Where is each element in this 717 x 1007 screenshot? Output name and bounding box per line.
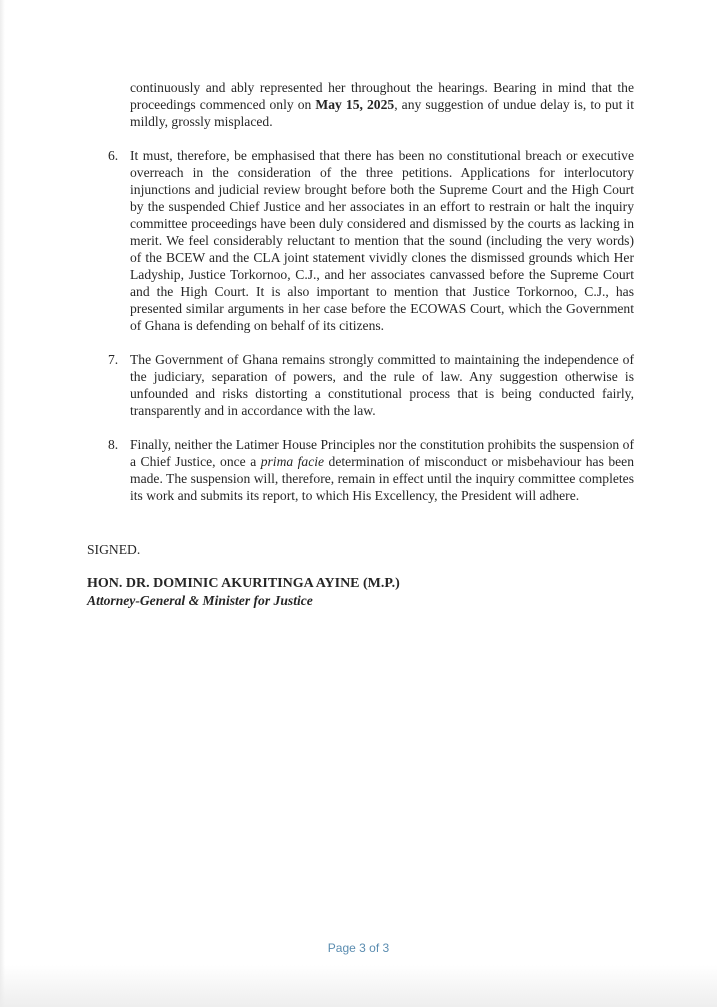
page-footer — [0, 941, 717, 955]
list-number: 6. — [108, 148, 119, 163]
list-number: 7. — [108, 352, 119, 367]
document-body — [87, 79, 634, 609]
list-item-text: It must, therefore, be emphasised that there has been no constitutional breach or executive overreach in the consideration of the three petitions. Applications for interlocutory injunctions and judicial review brought before both the Supreme Court and the High Court by the suspended Chief Justice and her associates in an effort to restrain or halt the inquiry committee proceedings have been duly considered and dismissed by the courts as lacking in merit. We feel considerably reluctant to mention that the sound (including the very words) of the BCEW and the CLA joint statement vividly clones the dismissed grounds which Her Ladyship, Justice Torkornoo, C.J., and her associates canvassed before the Supreme Court and the High Court. It is also important to mention that Justice Torkornoo, C.J., has presented similar arguments in her case before the ECOWAS Court, which the Government of Ghana is defending on behalf of its citizens. — [130, 148, 634, 333]
intro-paragraph: continuously and ably represented her throughout the hearings. Bearing in mind that the proceedings commenced only on May 15, 2025, any suggestion of undue delay is, to put it mildly, grossly misplaced. — [130, 80, 634, 129]
signed-label: SIGNED. — [87, 542, 141, 557]
list-item-8 — [108, 436, 634, 504]
list-item-text: The Government of Ghana remains strongly committed to maintaining the independence of the judiciary, separation of powers, and the rule of law. Any suggestion otherwise is unfounded and risks distorting a constitutional process that is being conducted fairly, transparently and in accordance with the law. — [130, 352, 634, 418]
page-indicator: Page 3 of 3 — [327, 941, 390, 955]
list-item-7 — [108, 351, 634, 419]
list-number: 8. — [108, 437, 119, 452]
signatory-name: HON. DR. DOMINIC AKURITINGA AYINE (M.P.) — [87, 576, 400, 591]
list-item-text: Finally, neither the Latimer House Principles nor the constitution prohibits the suspension of a Chief Justice, once a prima facie determination of misconduct or misbehaviour has been made. The suspension will, therefore, remain in effect until the inquiry committee completes its work and submits its report, to which His Excellency, the President will adhere. — [130, 437, 634, 503]
signatory-title: Attorney-General & Minister for Justice — [87, 593, 313, 608]
list-item-6 — [108, 147, 634, 334]
